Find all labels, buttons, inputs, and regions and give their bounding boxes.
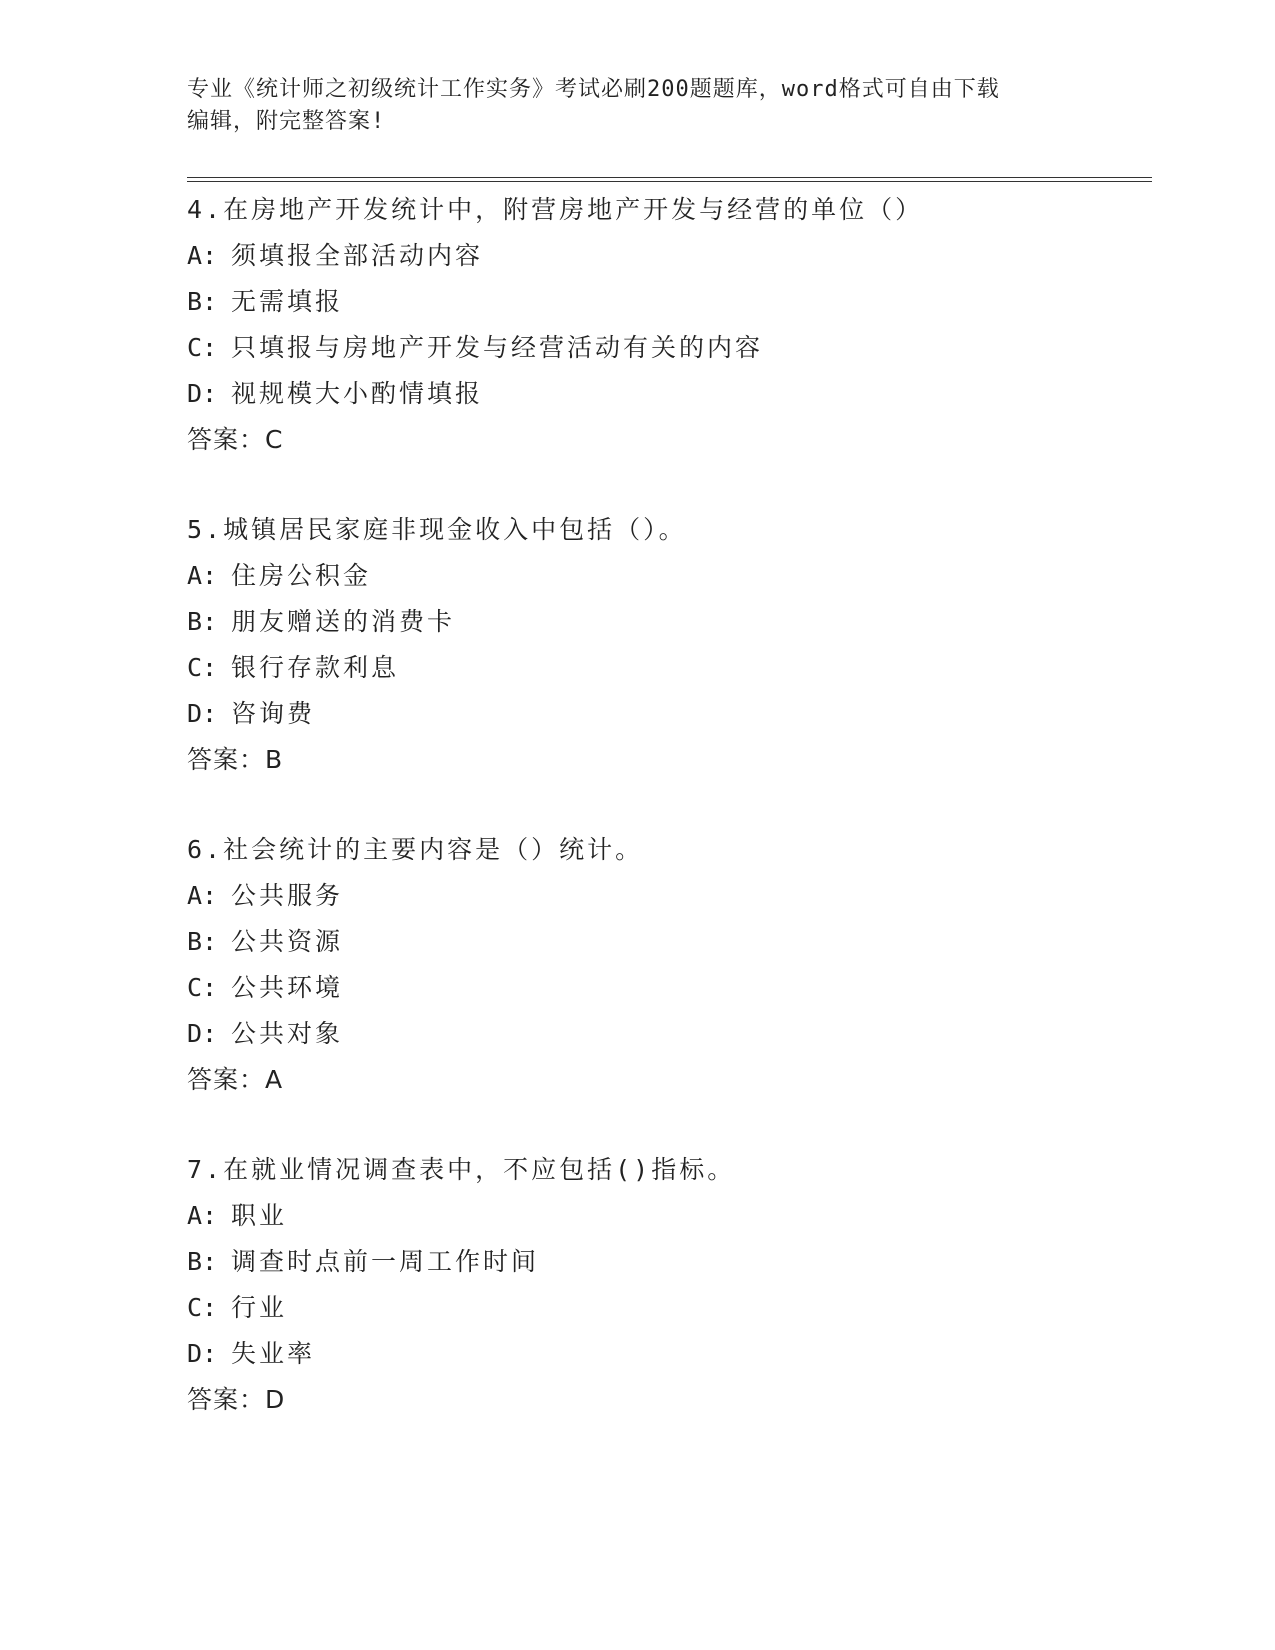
option-key: B: [187, 927, 218, 956]
option-key: C: [187, 973, 218, 1002]
answer-line: 答案：B [187, 745, 284, 774]
question-stem: 4.在房地产开发统计中，附营房地产开发与经营的单位（） [187, 195, 924, 224]
option-key: A: [187, 241, 218, 270]
option-a [187, 233, 1137, 279]
answer-line: 答案：D [187, 1385, 286, 1414]
option-text: 只填报与房地产开发与经营活动有关的内容 [231, 333, 764, 362]
header-line-2: 编辑，附完整答案! [187, 109, 386, 134]
option-b [187, 279, 1137, 325]
header-line-1: 专业《统计师之初级统计工作实务》考试必刷200题题库，word格式可自由下载 [187, 77, 1000, 102]
option-text: 须填报全部活动内容 [231, 241, 484, 270]
option-key: B: [187, 607, 218, 636]
option-key: D: [187, 699, 218, 728]
option-b [187, 599, 1137, 645]
option-text: 咨询费 [231, 699, 316, 728]
option-text: 失业率 [231, 1339, 316, 1368]
option-text: 公共服务 [231, 881, 344, 910]
option-key: D: [187, 1339, 218, 1368]
question-block [187, 827, 1137, 1103]
option-d [187, 1011, 1137, 1057]
option-b [187, 919, 1137, 965]
option-c [187, 965, 1137, 1011]
option-text: 公共对象 [231, 1019, 344, 1048]
option-key: D: [187, 1019, 218, 1048]
answer-line: 答案：C [187, 425, 284, 454]
question-stem: 6.社会统计的主要内容是（）统计。 [187, 835, 644, 864]
option-key: C: [187, 1293, 218, 1322]
question-block [187, 187, 1137, 463]
option-c [187, 1285, 1137, 1331]
question-block [187, 1147, 1137, 1423]
option-key: A: [187, 561, 218, 590]
option-text: 行业 [231, 1293, 288, 1322]
option-key: A: [187, 1201, 218, 1230]
question-stem: 7.在就业情况调查表中，不应包括()指标。 [187, 1155, 736, 1184]
question-stem: 5.城镇居民家庭非现金收入中包括（）。 [187, 515, 687, 544]
option-key: A: [187, 881, 218, 910]
option-text: 调查时点前一周工作时间 [231, 1247, 540, 1276]
document-header [187, 74, 1087, 138]
option-d [187, 371, 1137, 417]
option-text: 住房公积金 [231, 561, 372, 590]
option-key: C: [187, 653, 218, 682]
option-text: 公共资源 [231, 927, 344, 956]
question-block [187, 507, 1137, 783]
option-key: C: [187, 333, 218, 362]
header-divider-top [187, 177, 1152, 178]
option-text: 公共环境 [231, 973, 344, 1002]
answer-line: 答案：A [187, 1065, 284, 1094]
option-a [187, 873, 1137, 919]
option-text: 朋友赠送的消费卡 [231, 607, 456, 636]
option-d [187, 1331, 1137, 1377]
header-divider-bottom [187, 181, 1152, 182]
option-text: 职业 [231, 1201, 288, 1230]
option-text: 视规模大小酌情填报 [231, 379, 484, 408]
option-key: D: [187, 379, 218, 408]
option-key: B: [187, 287, 218, 316]
option-a [187, 1193, 1137, 1239]
option-key: B: [187, 1247, 218, 1276]
option-a [187, 553, 1137, 599]
option-text: 银行存款利息 [231, 653, 400, 682]
option-text: 无需填报 [231, 287, 344, 316]
option-c [187, 325, 1137, 371]
option-b [187, 1239, 1137, 1285]
option-d [187, 691, 1137, 737]
option-c [187, 645, 1137, 691]
